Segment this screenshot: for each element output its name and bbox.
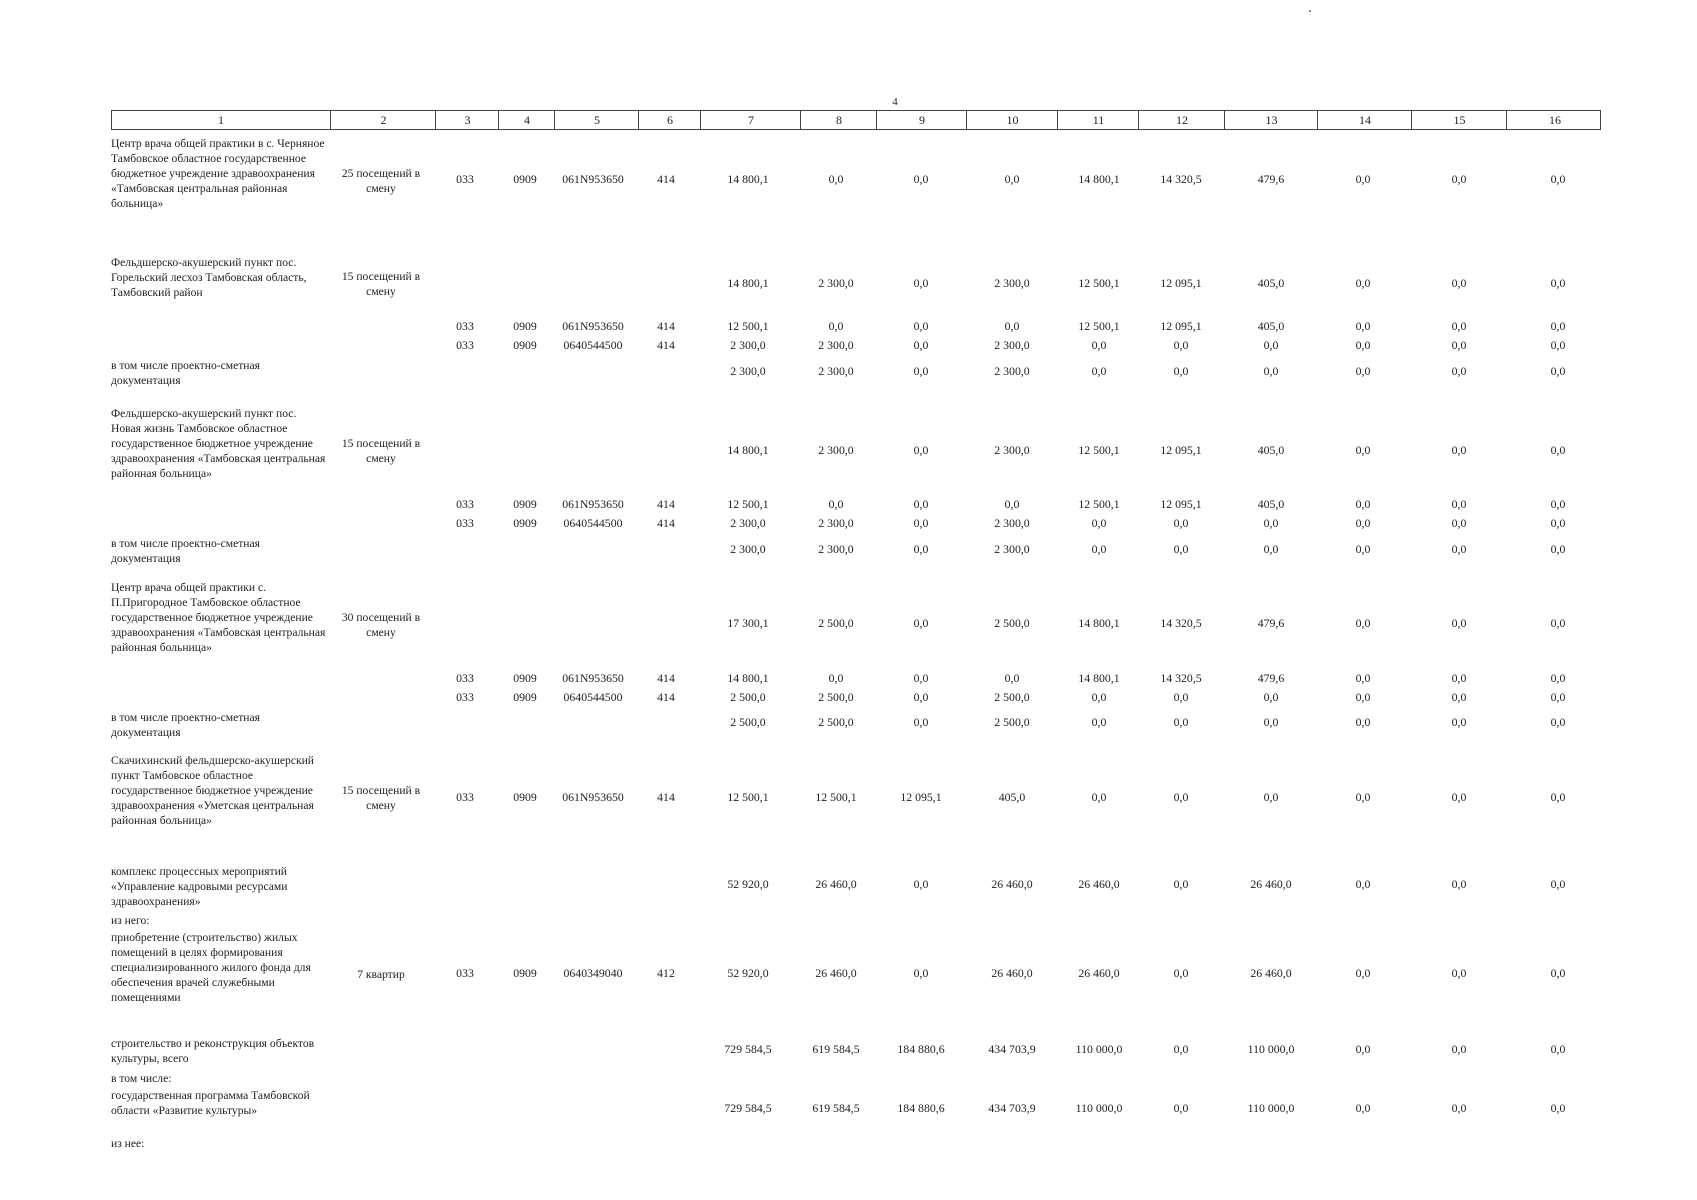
table-cell: 405,0	[1257, 276, 1285, 290]
row-label: из него:	[111, 914, 150, 927]
row-capacity: 7 квартир	[357, 968, 405, 981]
table-cell: 0,0	[1550, 966, 1566, 980]
table-cell: 0,0	[1355, 690, 1371, 704]
table-cell: 2 300,0	[730, 542, 766, 556]
table-cell: 0,0	[1091, 364, 1107, 378]
table-cell: 14 800,1	[727, 276, 769, 290]
row-label: Фельдшерско-акушерский пункт пос. Новая жизнь Тамбовское областное государственное бюджетное учреждение здравоохранения «Тамбовская центральная районная больница»	[111, 407, 326, 480]
row-label: государственная программа Тамбовской области «Развитие культуры»	[111, 1089, 310, 1117]
row-label: Центр врача общей практики в с. Черняное Тамбовское областное государственное бюджетное учреждение здравоохранения «Тамбовская центральная районная больница»	[111, 137, 325, 210]
table-cell: 14 800,1	[727, 671, 769, 685]
table-cell: 110 000,0	[1247, 1042, 1295, 1056]
table-cell: 0,0	[913, 966, 929, 980]
table-cell: 405,0	[1257, 319, 1285, 333]
table-cell: 26 460,0	[815, 877, 857, 891]
table-cell: 2 300,0	[818, 276, 854, 290]
table-cell: 2 300,0	[730, 364, 766, 378]
table-cell: 619 584,5	[812, 1042, 860, 1056]
table-cell: 0,0	[1355, 319, 1371, 333]
table-cell: 12 500,1	[1078, 497, 1120, 511]
table-cell: 061N953650	[562, 172, 624, 186]
table-cell: 0,0	[1355, 877, 1371, 891]
table-cell: 0,0	[1355, 1101, 1371, 1115]
table-cell: 061N953650	[562, 790, 624, 804]
row-label: в том числе:	[111, 1072, 172, 1085]
table-cell: 0,0	[1173, 516, 1189, 530]
table-cell: 033	[456, 497, 474, 511]
table-cell: 414	[657, 497, 675, 511]
table-cell: 0,0	[1550, 497, 1566, 511]
table-cell: 0909	[513, 690, 537, 704]
table-cell: 0,0	[1451, 1101, 1467, 1115]
table-cell: 14 320,5	[1160, 172, 1202, 186]
table-cell: 0,0	[913, 542, 929, 556]
table-cell: 0,0	[1173, 1042, 1189, 1056]
table-cell: 12 500,1	[727, 497, 769, 511]
table-cell: 0909	[513, 497, 537, 511]
table-cell: 033	[456, 516, 474, 530]
table-cell: 0,0	[1091, 516, 1107, 530]
row-label: строительство и реконструкция объектов культуры, всего	[111, 1037, 315, 1065]
table-cell: 619 584,5	[812, 1101, 860, 1115]
table-cell: 0,0	[1263, 364, 1279, 378]
table-cell: 0,0	[1550, 715, 1566, 729]
table-cell: 0,0	[1355, 497, 1371, 511]
table-cell: 0,0	[1550, 671, 1566, 685]
column-header-6: 6	[638, 111, 701, 129]
table-cell: 033	[456, 790, 474, 804]
table-cell: 0,0	[1550, 338, 1566, 352]
table-cell: 0,0	[1451, 966, 1467, 980]
table-cell: 14 800,1	[1078, 172, 1120, 186]
table-cell: 12 095,1	[1160, 319, 1202, 333]
table-cell: 2 500,0	[994, 616, 1030, 630]
table-cell: 061N953650	[562, 671, 624, 685]
table-cell: 0,0	[828, 671, 844, 685]
table-cell: 0909	[513, 790, 537, 804]
table-cell: 405,0	[1257, 443, 1285, 457]
table-cell: 0,0	[828, 172, 844, 186]
table-cell: 0,0	[1173, 542, 1189, 556]
row-label: Фельдшерско-акушерский пункт пос. Горельский лесхоз Тамбовская область, Тамбовский район	[111, 256, 307, 299]
scan-dot	[1309, 10, 1311, 12]
table-cell: 0,0	[1451, 497, 1467, 511]
table-cell: 0,0	[1004, 319, 1020, 333]
row-capacity: 15 посещений в смену	[341, 270, 421, 298]
table-cell: 14 320,5	[1160, 671, 1202, 685]
table-cell: 0,0	[913, 671, 929, 685]
table-cell: 0,0	[1550, 443, 1566, 457]
table-cell: 12 500,1	[1078, 276, 1120, 290]
table-cell: 061N953650	[562, 497, 624, 511]
table-cell: 0,0	[1550, 542, 1566, 556]
table-cell: 414	[657, 338, 675, 352]
table-cell: 0,0	[913, 276, 929, 290]
table-cell: 0,0	[1451, 443, 1467, 457]
table-cell: 17 300,1	[727, 616, 769, 630]
column-header-16: 16	[1506, 111, 1603, 129]
table-cell: 0,0	[1173, 790, 1189, 804]
table-cell: 184 880,6	[897, 1042, 945, 1056]
table-cell: 0,0	[1263, 542, 1279, 556]
table-cell: 0,0	[1173, 338, 1189, 352]
row-label: комплекс процессных мероприятий «Управление кадровыми ресурсами здравоохранения»	[111, 865, 288, 908]
table-cell: 14 800,1	[1078, 616, 1120, 630]
column-header-5: 5	[554, 111, 639, 129]
table-cell: 0,0	[1451, 276, 1467, 290]
row-capacity: 25 посещений в смену	[341, 167, 421, 195]
table-cell: 12 095,1	[1160, 497, 1202, 511]
table-cell: 2 500,0	[818, 690, 854, 704]
table-cell: 184 880,6	[897, 1101, 945, 1115]
table-cell: 0,0	[1355, 715, 1371, 729]
table-cell: 0,0	[1004, 671, 1020, 685]
table-cell: 0,0	[1451, 690, 1467, 704]
table-cell: 2 500,0	[818, 715, 854, 729]
table-cell: 0,0	[1451, 616, 1467, 630]
table-cell: 2 300,0	[730, 338, 766, 352]
table-cell: 26 460,0	[1078, 877, 1120, 891]
table-cell: 26 460,0	[991, 877, 1033, 891]
column-header-7: 7	[700, 111, 801, 129]
table-cell: 033	[456, 172, 474, 186]
table-cell: 0,0	[1091, 790, 1107, 804]
row-capacity: 15 посещений в смену	[341, 784, 421, 812]
table-cell: 033	[456, 966, 474, 980]
table-cell: 26 460,0	[1250, 966, 1292, 980]
table-cell: 110 000,0	[1075, 1101, 1123, 1115]
table-cell: 0,0	[1263, 790, 1279, 804]
table-cell: 0,0	[1355, 338, 1371, 352]
table-cell: 0,0	[1550, 690, 1566, 704]
table-cell: 0,0	[828, 319, 844, 333]
table-cell: 414	[657, 690, 675, 704]
column-header-row	[111, 110, 1601, 130]
column-header-12: 12	[1138, 111, 1225, 129]
table-cell: 2 300,0	[994, 516, 1030, 530]
table-cell: 0,0	[913, 338, 929, 352]
table-cell: 0,0	[1263, 516, 1279, 530]
table-cell: 12 500,1	[727, 319, 769, 333]
table-cell: 0,0	[1173, 690, 1189, 704]
table-cell: 0,0	[1091, 338, 1107, 352]
table-cell: 2 500,0	[994, 690, 1030, 704]
table-cell: 2 500,0	[730, 715, 766, 729]
table-cell: 0,0	[1355, 443, 1371, 457]
table-cell: 26 460,0	[1078, 966, 1120, 980]
table-cell: 434 703,9	[988, 1042, 1036, 1056]
table-cell: 2 300,0	[818, 364, 854, 378]
row-label: в том числе проектно-сметная документация	[111, 711, 260, 739]
table-cell: 729 584,5	[724, 1101, 772, 1115]
table-cell: 0,0	[1355, 790, 1371, 804]
table-cell: 0,0	[828, 497, 844, 511]
table-cell: 12 095,1	[1160, 276, 1202, 290]
column-header-3: 3	[435, 111, 499, 129]
row-label: Центр врача общей практики с. П.Пригородное Тамбовское областное государственное бюджетное учреждение здравоохранения «Тамбовская центральная районная больница»	[111, 581, 326, 654]
table-cell: 12 095,1	[1160, 443, 1202, 457]
table-cell: 0640544500	[563, 516, 623, 530]
table-cell: 2 300,0	[994, 443, 1030, 457]
table-cell: 0909	[513, 172, 537, 186]
table-cell: 0,0	[1451, 877, 1467, 891]
table-cell: 0,0	[1004, 497, 1020, 511]
table-cell: 0,0	[1004, 172, 1020, 186]
table-cell: 0,0	[1550, 1042, 1566, 1056]
table-cell: 0,0	[1263, 338, 1279, 352]
table-cell: 26 460,0	[1250, 877, 1292, 891]
row-capacity: 15 посещений в смену	[341, 437, 421, 465]
table-cell: 52 920,0	[727, 877, 769, 891]
table-cell: 0,0	[1091, 542, 1107, 556]
table-cell: 414	[657, 516, 675, 530]
table-cell: 0,0	[1355, 516, 1371, 530]
table-cell: 110 000,0	[1247, 1101, 1295, 1115]
column-header-4: 4	[498, 111, 555, 129]
table-cell: 0909	[513, 338, 537, 352]
table-cell: 412	[657, 966, 675, 980]
table-cell: 033	[456, 338, 474, 352]
table-cell: 414	[657, 319, 675, 333]
table-cell: 2 300,0	[818, 516, 854, 530]
table-cell: 0,0	[1355, 172, 1371, 186]
table-cell: 0,0	[1355, 966, 1371, 980]
table-cell: 0,0	[1451, 319, 1467, 333]
table-cell: 0,0	[1451, 338, 1467, 352]
table-cell: 12 095,1	[900, 790, 942, 804]
row-label: приобретение (строительство) жилых помещений в целях формирования специализированного жилого фонда для обеспечения врачей служебными помещениями	[111, 931, 311, 1004]
table-cell: 0,0	[1091, 715, 1107, 729]
table-cell: 2 300,0	[994, 364, 1030, 378]
table-cell: 414	[657, 671, 675, 685]
column-header-2: 2	[330, 111, 436, 129]
table-cell: 2 500,0	[994, 715, 1030, 729]
table-cell: 434 703,9	[988, 1101, 1036, 1115]
table-cell: 033	[456, 319, 474, 333]
row-label: из нее:	[111, 1137, 145, 1150]
table-cell: 2 500,0	[730, 690, 766, 704]
table-cell: 479,6	[1257, 671, 1285, 685]
table-cell: 14 800,1	[1078, 671, 1120, 685]
table-cell: 14 320,5	[1160, 616, 1202, 630]
table-cell: 0,0	[1173, 364, 1189, 378]
column-header-15: 15	[1411, 111, 1507, 129]
table-cell: 2 300,0	[994, 542, 1030, 556]
table-cell: 0909	[513, 319, 537, 333]
table-cell: 061N953650	[562, 319, 624, 333]
table-cell: 0,0	[913, 172, 929, 186]
table-cell: 0,0	[913, 364, 929, 378]
table-cell: 2 300,0	[818, 443, 854, 457]
column-header-13: 13	[1224, 111, 1318, 129]
table-cell: 26 460,0	[815, 966, 857, 980]
table-cell: 0640349040	[563, 966, 623, 980]
table-cell: 2 300,0	[994, 338, 1030, 352]
table-cell: 405,0	[998, 790, 1026, 804]
table-cell: 0909	[513, 966, 537, 980]
table-cell: 0,0	[1451, 671, 1467, 685]
table-cell: 0,0	[1173, 715, 1189, 729]
table-cell: 0,0	[1355, 616, 1371, 630]
table-cell: 0,0	[1355, 364, 1371, 378]
page-number: 4	[892, 96, 898, 108]
table-cell: 14 800,1	[727, 443, 769, 457]
table-cell: 2 300,0	[818, 542, 854, 556]
table-cell: 414	[657, 172, 675, 186]
table-cell: 0,0	[1451, 790, 1467, 804]
table-cell: 0,0	[1263, 715, 1279, 729]
table-cell: 0,0	[913, 877, 929, 891]
table-cell: 0,0	[1091, 690, 1107, 704]
table-cell: 52 920,0	[727, 966, 769, 980]
column-header-10: 10	[966, 111, 1058, 129]
table-cell: 14 800,1	[727, 172, 769, 186]
table-cell: 033	[456, 690, 474, 704]
table-cell: 0,0	[1451, 516, 1467, 530]
table-cell: 729 584,5	[724, 1042, 772, 1056]
table-cell: 0,0	[1173, 1101, 1189, 1115]
table-cell: 0,0	[1173, 966, 1189, 980]
row-capacity: 30 посещений в смену	[341, 611, 421, 639]
table-cell: 0,0	[913, 443, 929, 457]
table-cell: 0,0	[1550, 172, 1566, 186]
table-cell: 479,6	[1257, 616, 1285, 630]
table-cell: 12 500,1	[1078, 443, 1120, 457]
table-cell: 0,0	[1550, 877, 1566, 891]
table-cell: 0,0	[913, 690, 929, 704]
table-cell: 0,0	[1355, 542, 1371, 556]
column-header-8: 8	[800, 111, 877, 129]
table-cell: 12 500,1	[1078, 319, 1120, 333]
table-cell: 0,0	[1451, 715, 1467, 729]
table-cell: 0,0	[1263, 690, 1279, 704]
table-cell: 0,0	[1451, 542, 1467, 556]
row-label: Скачихинский фельдшерско-акушерский пункт Тамбовское областное государственное бюджетное учреждение здравоохранения «Уметская центральная районная больница»	[111, 754, 315, 827]
table-cell: 0,0	[913, 715, 929, 729]
table-cell: 0,0	[1550, 1101, 1566, 1115]
table-cell: 0,0	[913, 616, 929, 630]
table-cell: 0640544500	[563, 338, 623, 352]
table-cell: 414	[657, 790, 675, 804]
table-cell: 0909	[513, 671, 537, 685]
table-cell: 0,0	[913, 497, 929, 511]
table-cell: 2 500,0	[818, 616, 854, 630]
table-cell: 110 000,0	[1075, 1042, 1123, 1056]
table-cell: 0,0	[1550, 319, 1566, 333]
column-header-1: 1	[218, 113, 224, 127]
table-cell: 0640544500	[563, 690, 623, 704]
table-cell: 12 500,1	[815, 790, 857, 804]
table-cell: 0,0	[913, 516, 929, 530]
table-cell: 0,0	[1355, 1042, 1371, 1056]
table-cell: 0,0	[1173, 877, 1189, 891]
column-header-14: 14	[1317, 111, 1412, 129]
table-cell: 0,0	[1451, 172, 1467, 186]
table-cell: 0,0	[1451, 1042, 1467, 1056]
table-cell: 0,0	[1355, 671, 1371, 685]
column-header-11: 11	[1057, 111, 1139, 129]
table-cell: 033	[456, 671, 474, 685]
table-cell: 0,0	[1355, 276, 1371, 290]
table-cell: 0,0	[1550, 516, 1566, 530]
table-cell: 405,0	[1257, 497, 1285, 511]
table-cell: 0,0	[1451, 364, 1467, 378]
table-cell: 0,0	[1550, 276, 1566, 290]
row-label: в том числе проектно-сметная документация	[111, 537, 260, 565]
table-cell: 2 300,0	[994, 276, 1030, 290]
table-cell: 26 460,0	[991, 966, 1033, 980]
table-cell: 2 300,0	[818, 338, 854, 352]
table-cell: 2 300,0	[730, 516, 766, 530]
table-cell: 0,0	[1550, 616, 1566, 630]
table-cell: 0,0	[1550, 790, 1566, 804]
table-cell: 479,6	[1257, 172, 1285, 186]
column-header-9: 9	[876, 111, 967, 129]
table-cell: 0,0	[1550, 364, 1566, 378]
table-cell: 0909	[513, 516, 537, 530]
table-cell: 12 500,1	[727, 790, 769, 804]
row-label: в том числе проектно-сметная документация	[111, 359, 260, 387]
table-cell: 0,0	[913, 319, 929, 333]
